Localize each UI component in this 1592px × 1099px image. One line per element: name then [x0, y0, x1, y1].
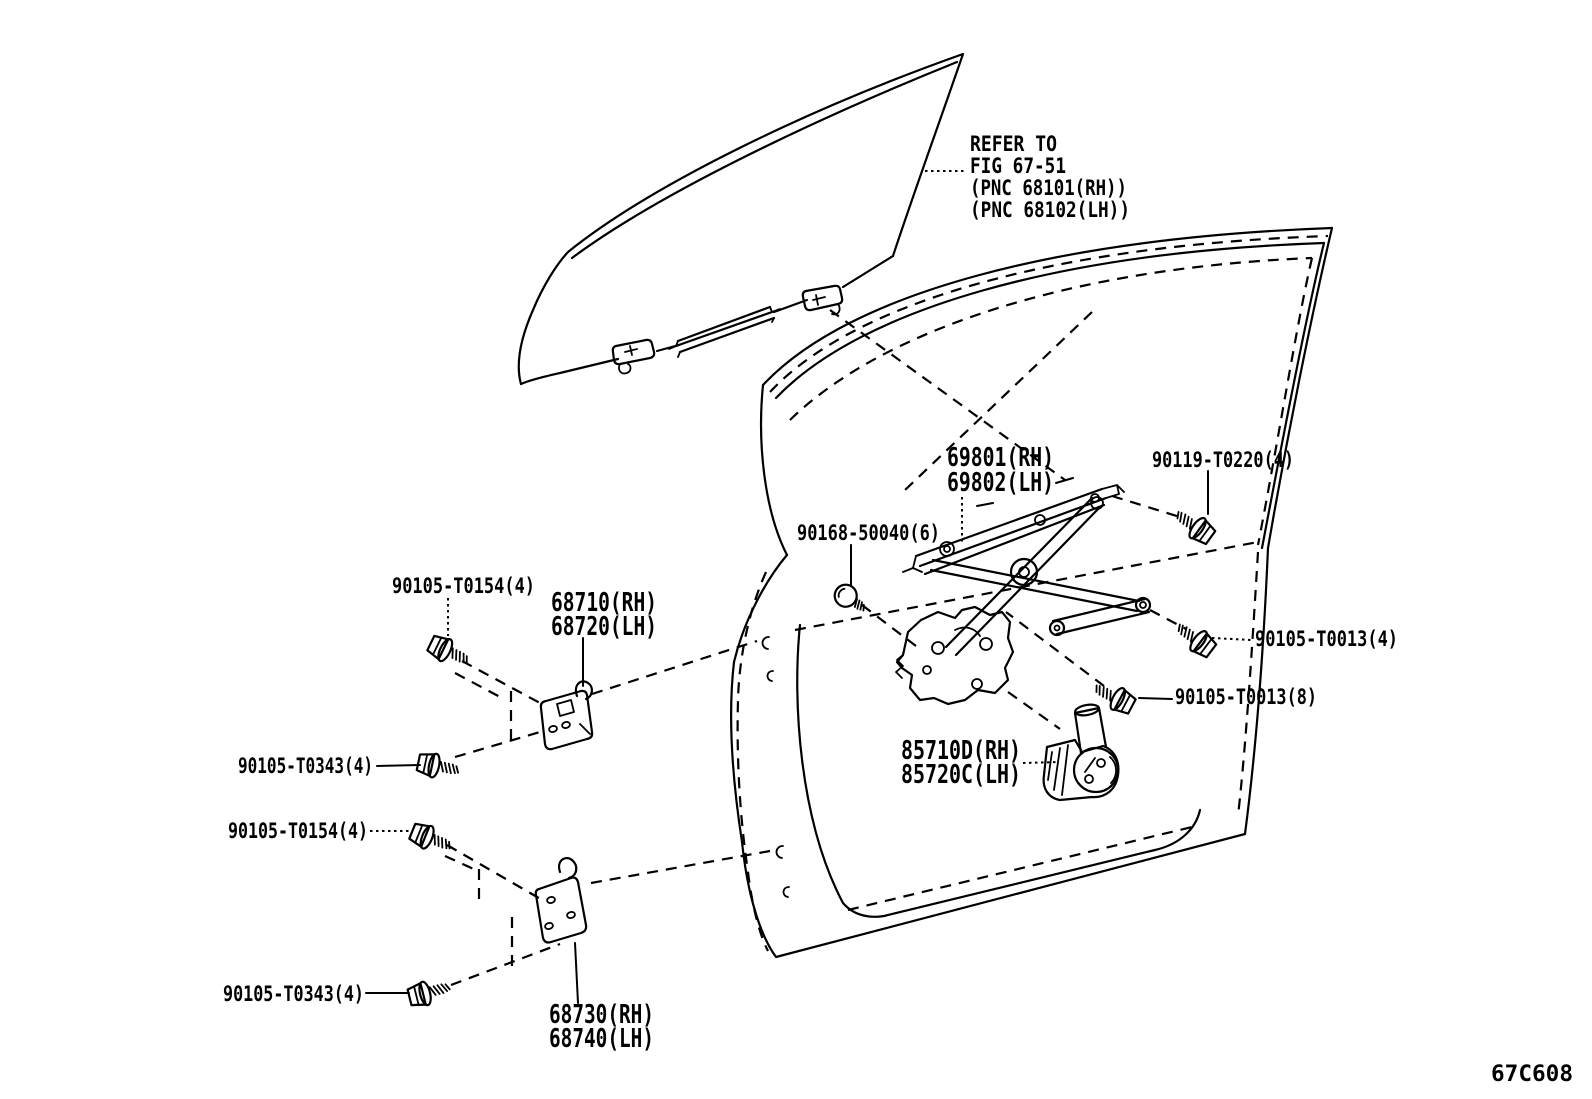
door-glass-drawing: [519, 54, 963, 384]
regulator-label-rh: 69801(RH): [947, 443, 1054, 473]
lower-hinge-label-lh: 68740(LH): [549, 1024, 654, 1054]
note-line-3: (PNC 68101(RH)): [970, 176, 1127, 201]
hinge-hole-marks: [762, 637, 789, 897]
regulator-mount-plate: [896, 607, 1013, 704]
bolt-t0013-4-icon: [1171, 617, 1218, 661]
bolt-t0343-upper-icon: [416, 751, 461, 783]
glass-bottom-rail: [669, 307, 780, 357]
glass-clip-left: [613, 340, 654, 374]
bolt-t0013-4-label: 90105-T0013(4): [1255, 627, 1398, 652]
upper-hinge-label-rh: 68710(RH): [551, 588, 657, 618]
note-line-2: FIG 67-51: [970, 154, 1066, 179]
figure-code: 67C608: [1491, 1062, 1573, 1087]
bolt-90168-label: 90168-50040(6): [797, 521, 940, 546]
upper-hinge-label-lh: 68720(LH): [551, 612, 657, 642]
note-line-4: (PNC 68102(LH)): [970, 198, 1130, 223]
bolt-90119-label: 90119-T0220(4): [1152, 448, 1294, 473]
bolt-t0343-lower-icon: [407, 976, 453, 1009]
note-line-1: REFER TO: [970, 132, 1057, 157]
motor-label-rh: 85710D(RH): [901, 736, 1021, 766]
bolt-t0154-upper-icon: [426, 632, 473, 672]
front-door-panel-drawing: [731, 228, 1332, 957]
bolt-t0013-8-label: 90105-T0013(8): [1175, 685, 1317, 710]
nut-t0154-lower-icon: [408, 820, 455, 858]
bolt-t0343-lower-label: 90105-T0343(4): [223, 982, 364, 1007]
bolt-t0154-upper-label: 90105-T0154(4): [392, 574, 535, 599]
glass-clip-right: [803, 286, 842, 315]
motor-label-lh: 85720C(LH): [901, 760, 1021, 790]
bolt-t0154-lower-label: 90105-T0154(4): [228, 819, 368, 844]
regulator-motor: [1044, 703, 1119, 800]
upper-hinge-drawing: [541, 681, 592, 749]
lower-hinge-label-rh: 68730(RH): [549, 1000, 654, 1030]
lower-hinge-drawing: [536, 858, 586, 942]
bolt-90119-icon: [1170, 504, 1217, 548]
regulator-label-lh: 69802(LH): [947, 468, 1054, 498]
bolt-t0343-upper-label: 90105-T0343(4): [238, 754, 373, 779]
